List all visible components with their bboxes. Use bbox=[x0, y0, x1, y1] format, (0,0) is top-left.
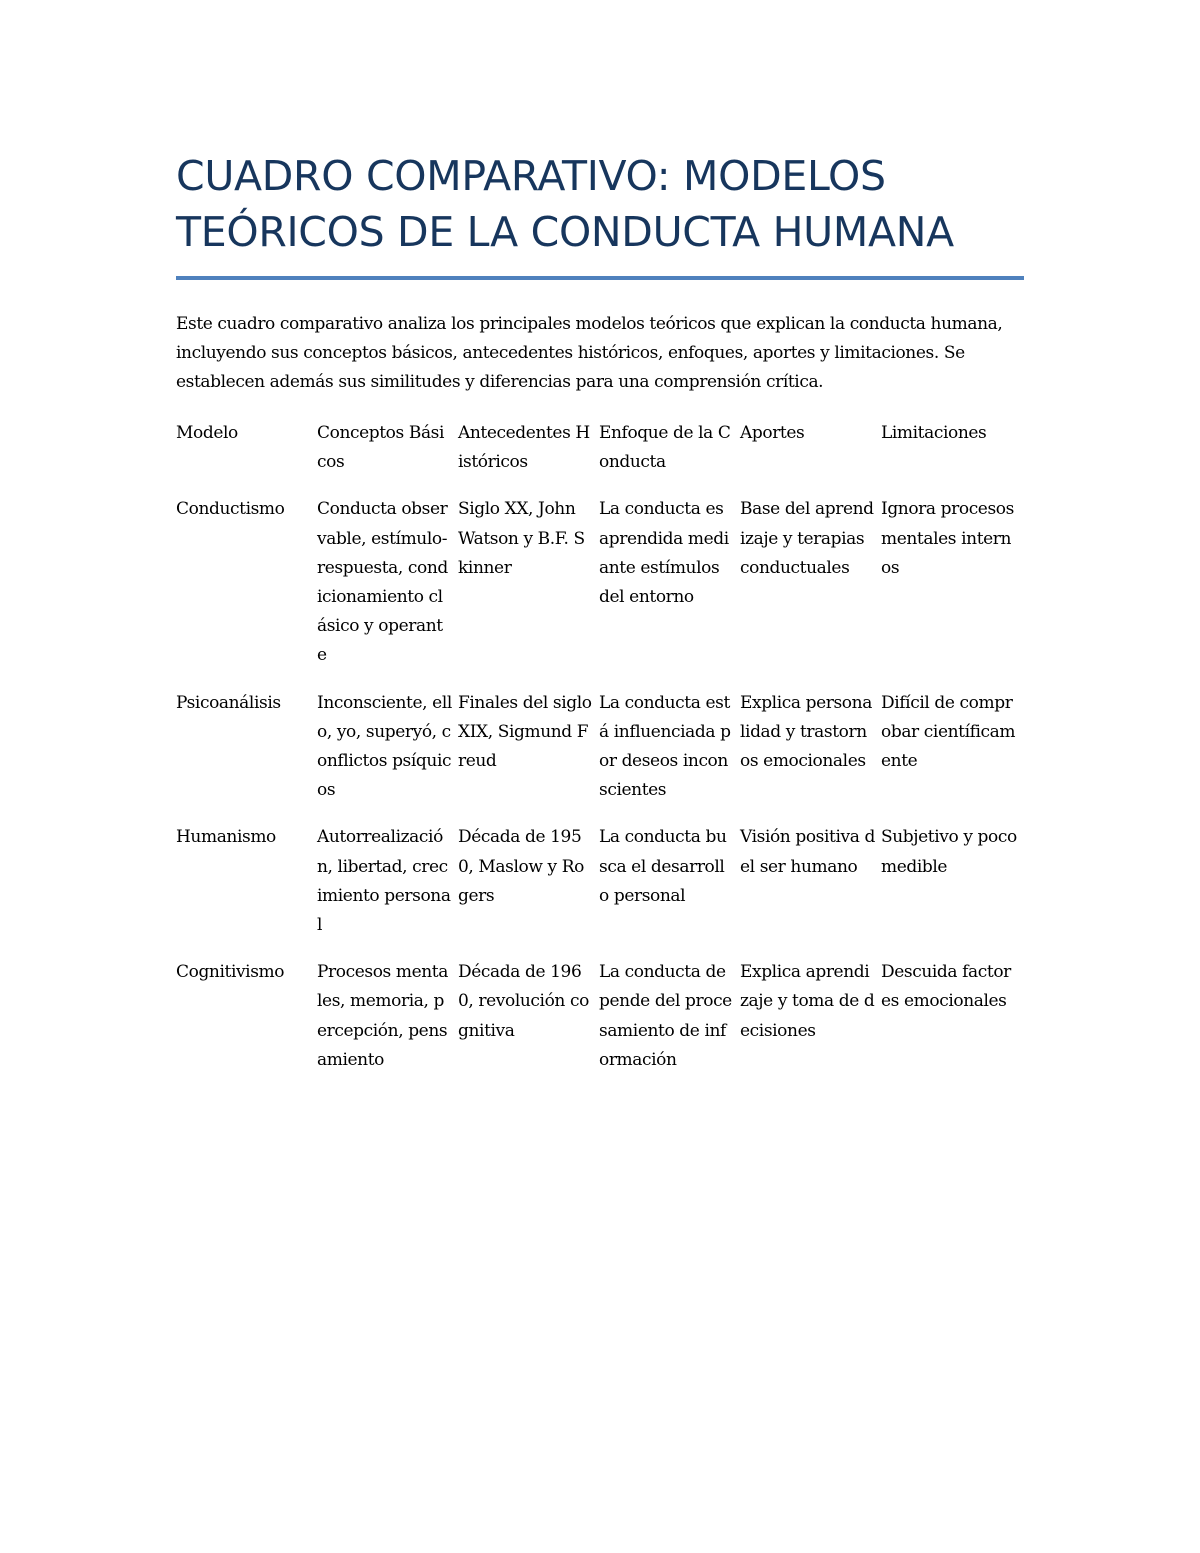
header-conceptos: Conceptos Básicos bbox=[317, 423, 445, 473]
header-enfoque: Enfoque de la Conducta bbox=[599, 423, 731, 473]
table-cell: La conducta busca el desarrollo personal bbox=[599, 827, 727, 906]
header-antecedentes: Antecedentes Históricos bbox=[458, 423, 590, 473]
intro-paragraph: Este cuadro comparativo analiza los principales modelos teóricos que explican la conducta humana, incluyendo sus conceptos básicos, antecedentes históricos, enfoques, aportes y limitaciones. Se establecen además sus similitudes y diferencias para una comprensión crítica. bbox=[176, 314, 1003, 392]
table-cell: Inconsciente, ello, yo, superyó, conflictos psíquicos bbox=[317, 692, 452, 801]
table-cell: Explica aprendizaje y toma de decisiones bbox=[740, 962, 875, 1041]
header-aportes: Aportes bbox=[740, 423, 805, 443]
table-cell: Siglo XX, John Watson y B.F. Skinner bbox=[458, 499, 585, 578]
table-cell: Autorrealización, libertad, crecimiento personal bbox=[317, 827, 451, 936]
table-cell: Conducta observable, estímulo-respuesta, condicionamiento clásico y operante bbox=[317, 499, 448, 666]
title-underline bbox=[176, 276, 1024, 280]
table-cell: Visión positiva del ser humano bbox=[740, 827, 875, 877]
table-cell: Base del aprendizaje y terapias conductuales bbox=[740, 499, 874, 578]
title-line-2: TEÓRICOS DE LA CONDUCTA HUMANA bbox=[176, 208, 954, 256]
table-cell: Explica personalidad y trastornos emocionales bbox=[740, 692, 872, 772]
header-limitaciones: Limitaciones bbox=[881, 423, 987, 443]
document-title bbox=[176, 148, 1024, 260]
table-cell: Ignora procesos mentales internos bbox=[881, 499, 1014, 578]
table-cell: Difícil de comprobar científicamente bbox=[881, 692, 1016, 772]
header-modelo: Modelo bbox=[176, 423, 238, 443]
table-cell: La conducta es aprendida mediante estímulos del entorno bbox=[599, 499, 729, 608]
table-cell: Psicoanálisis bbox=[176, 692, 281, 713]
table-cell: Humanismo bbox=[176, 827, 276, 848]
document-page bbox=[176, 148, 1024, 1093]
comparison-table bbox=[176, 419, 1024, 1093]
table-cell: Procesos mentales, memoria, percepción, pensamiento bbox=[317, 962, 448, 1070]
table-cell: Cognitivismo bbox=[176, 962, 285, 983]
title-line-1: CUADRO COMPARATIVO: MODELOS bbox=[176, 152, 886, 200]
table-cell: Conductismo bbox=[176, 499, 285, 520]
table-cell: La conducta está influenciada por deseos inconscientes bbox=[599, 692, 731, 801]
table-cell: Década de 1960, revolución cognitiva bbox=[458, 962, 589, 1041]
table-cell: Década de 1950, Maslow y Rogers bbox=[458, 827, 584, 906]
table-cell: Descuida factores emocionales bbox=[881, 962, 1011, 1012]
table-cell: La conducta depende del procesamiento de información bbox=[599, 962, 732, 1070]
table-cell: Subjetivo y poco medible bbox=[881, 827, 1017, 877]
table-cell: Finales del siglo XIX, Sigmund Freud bbox=[458, 692, 592, 772]
